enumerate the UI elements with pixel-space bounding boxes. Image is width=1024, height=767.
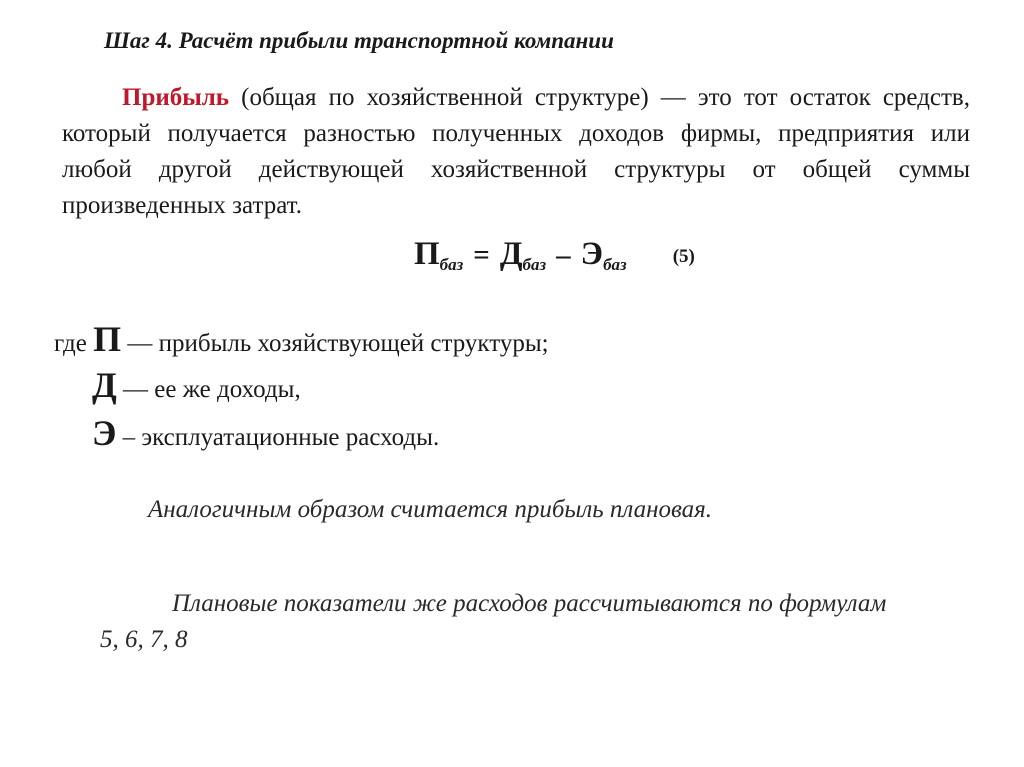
- legend-text-expenses: – эксплуатационные расходы.: [116, 424, 440, 451]
- formula-income-symbol: Д: [499, 236, 523, 272]
- profit-formula: [414, 236, 695, 273]
- legend-text-profit: — прибыль хозяйствующей структуры;: [121, 330, 549, 357]
- step-title: Шаг 4. Расчёт прибыли транспортной компании: [104, 28, 614, 53]
- formula-equals: =: [473, 239, 490, 271]
- note-planned-profit: Аналогичным образом считается прибыль плановая.: [148, 496, 713, 523]
- legend-text-income: — ее же доходы,: [116, 376, 301, 403]
- formula-expense-subscript: баз: [603, 255, 627, 274]
- note-planned-expenses: Плановые показатели же расходов рассчитываются по формулам 5, 6, 7, 8: [100, 590, 887, 653]
- legend-symbol-expenses: Э: [92, 413, 117, 453]
- formula-expense-symbol: Э: [580, 236, 604, 272]
- legend-symbol-profit: П: [93, 319, 122, 359]
- definition-text: (общая по хозяйственной структуре) — это тот остаток средств, который получается разностью полученных доходов фирмы, предприятия или любой другой действующей хозяйственной структуры от общей суммы произведенных затрат.: [62, 84, 970, 219]
- formula-profit-subscript: баз: [439, 255, 464, 274]
- profit-definition: [62, 80, 970, 224]
- legend-expenses: [92, 412, 439, 454]
- formula-income-subscript: баз: [522, 255, 547, 274]
- term-profit: Прибыль: [122, 84, 230, 111]
- legend-income: [92, 364, 301, 406]
- formula-profit-symbol: П: [414, 236, 440, 272]
- legend-profit: [54, 318, 549, 360]
- legend-symbol-income: Д: [92, 365, 117, 405]
- legend-prefix: где: [54, 330, 94, 357]
- formula-minus: –: [556, 239, 571, 271]
- formula-number: (5): [672, 246, 695, 267]
